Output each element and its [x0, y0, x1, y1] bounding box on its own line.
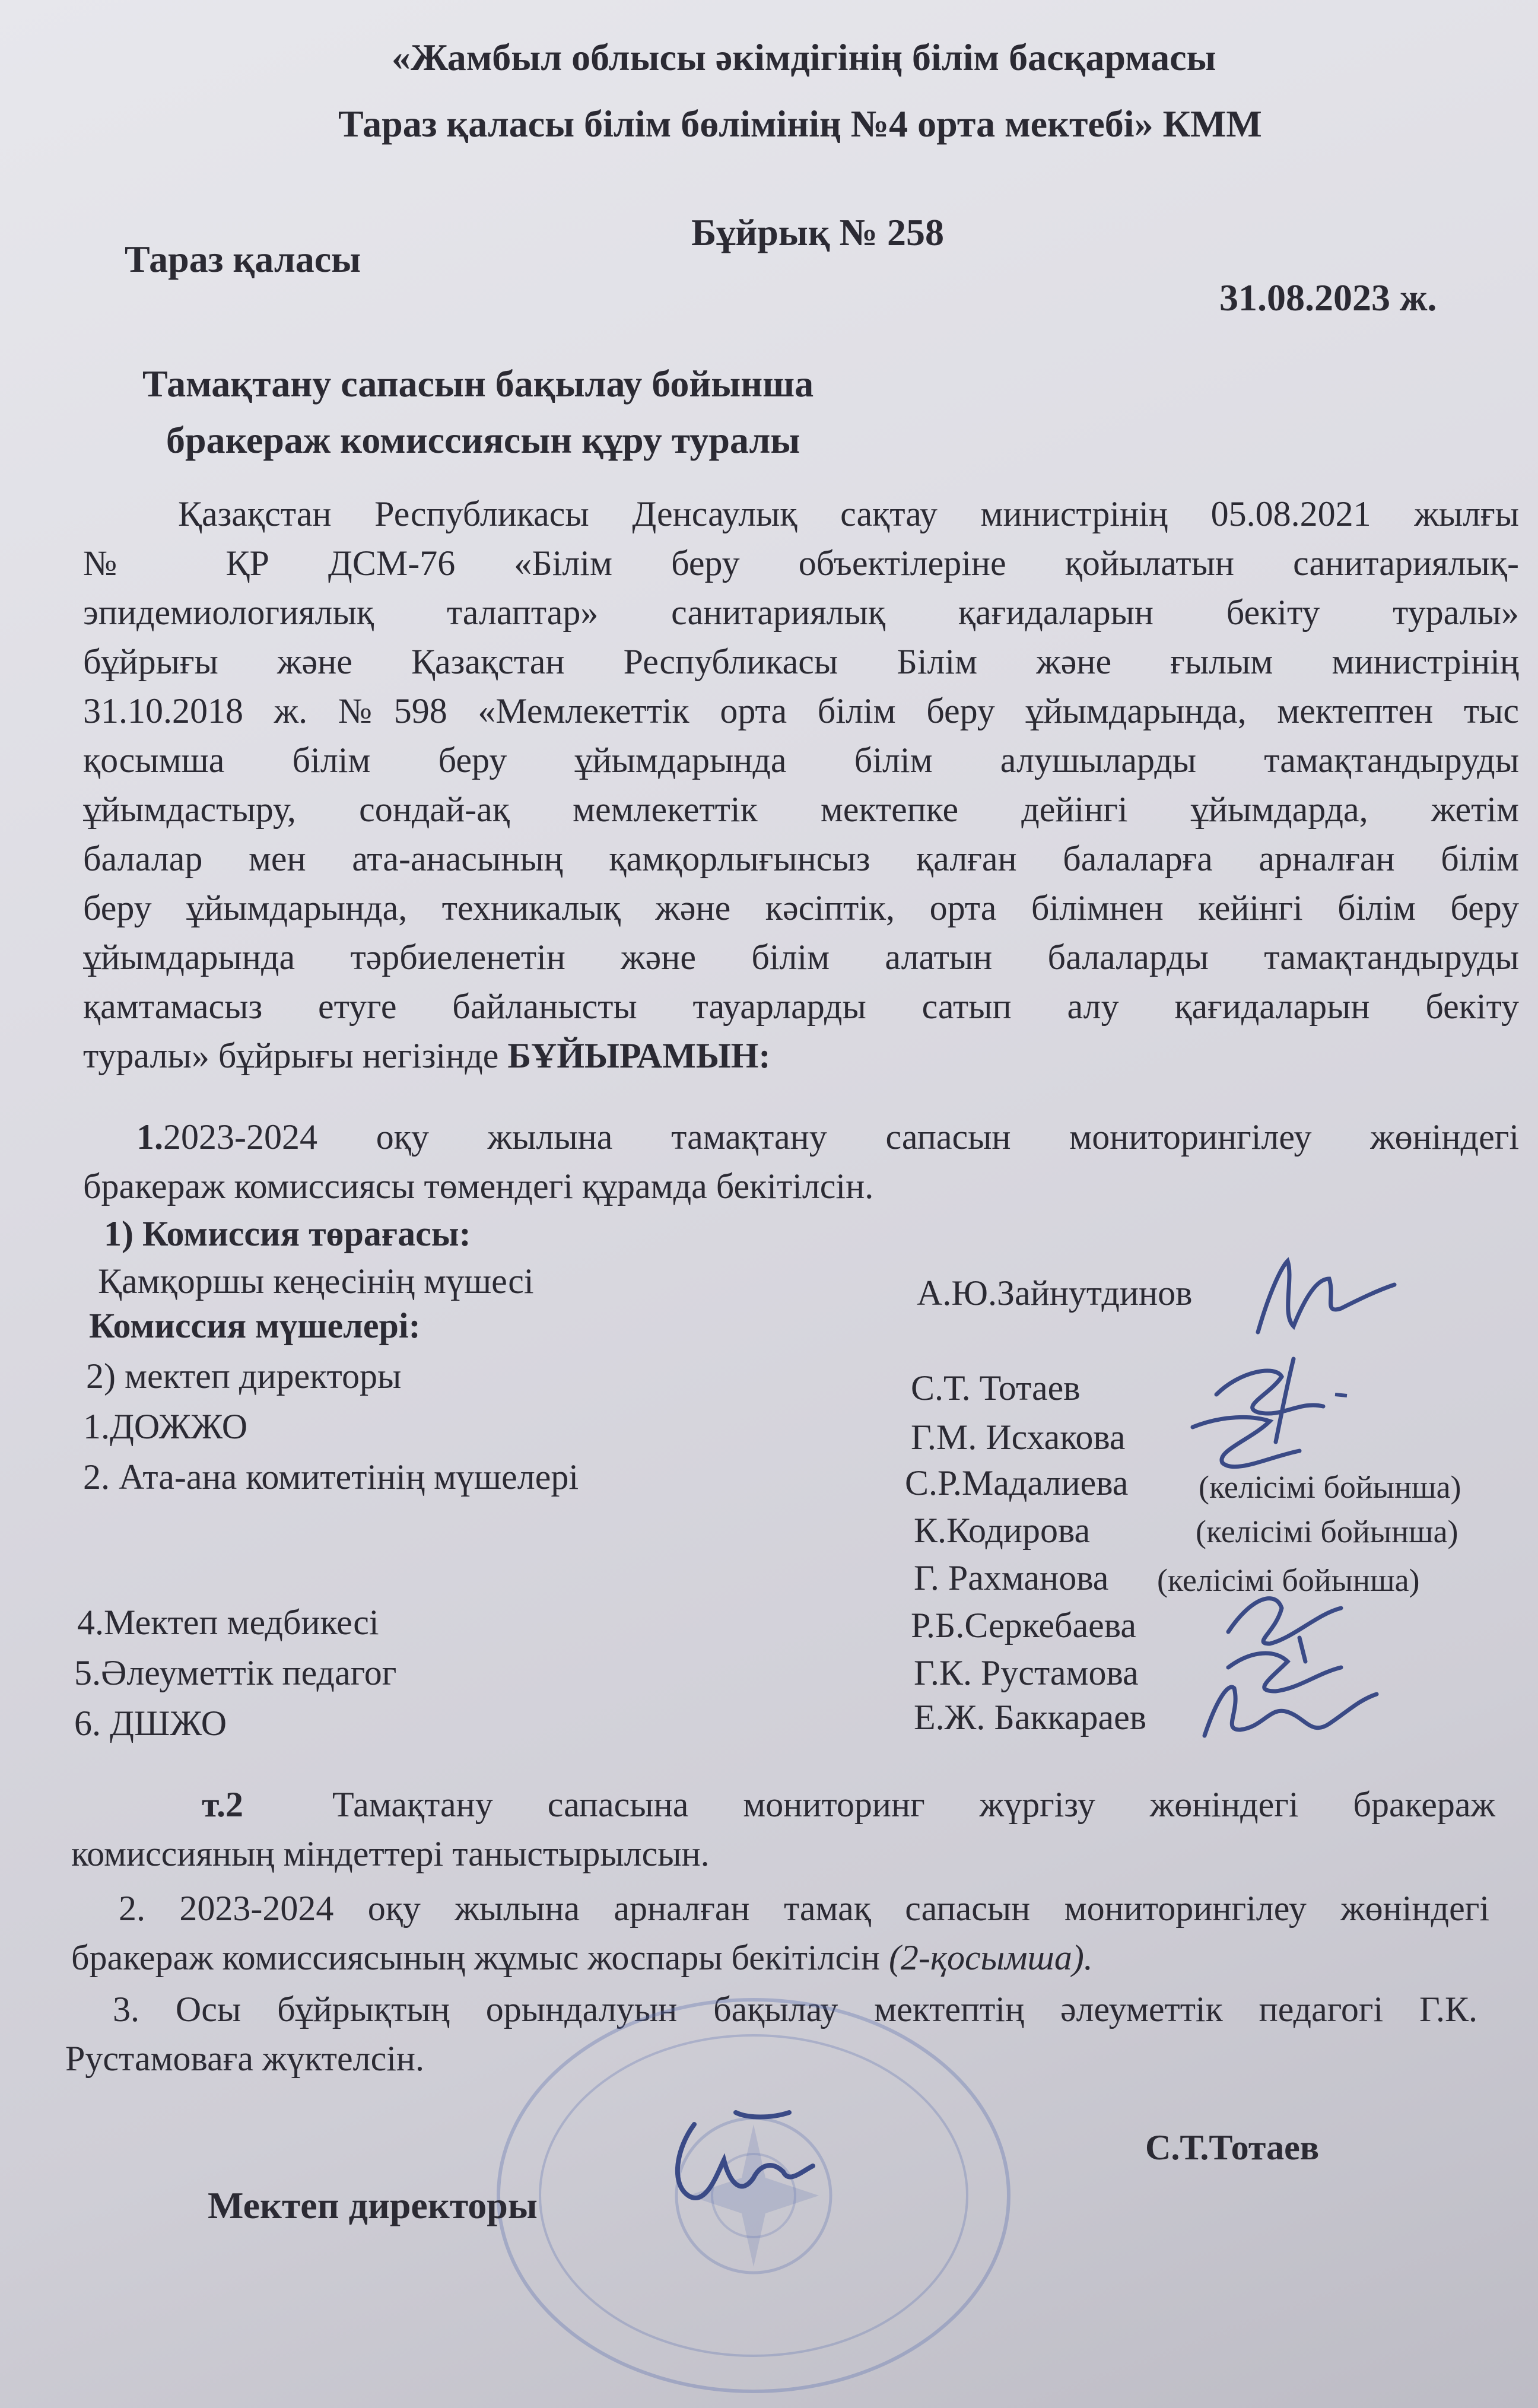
- member-note: (келісімі бойынша): [1199, 1469, 1461, 1505]
- item-3-text: бракераж комиссиясының жұмыс жоспары бекітілсін: [71, 1938, 880, 1977]
- order-date: 31.08.2023 ж.: [1219, 277, 1437, 319]
- org-name-line-1: «Жамбыл облысы әкімдігінің білім басқармасы: [392, 36, 1216, 78]
- member-name: С.Р.Мадалиева: [905, 1463, 1129, 1502]
- item-4-line-2: Рустамоваға жүктелсін.: [65, 2039, 424, 2078]
- item-1-text: 2023-2024 оқу жылына тамақтану сапасын мониторингілеу жөніндегі: [163, 1117, 1519, 1157]
- org-name-line-2: Тараз қаласы білім бөлімінің №4 орта мектебі» КММ: [338, 103, 1262, 145]
- member-note: (келісімі бойынша): [1157, 1562, 1420, 1598]
- preamble-line: қосымша білім беру ұйымдарында білім алушыларды тамақтандыруды: [83, 741, 1519, 780]
- member-name: Е.Ж. Баккараев: [914, 1698, 1147, 1737]
- preamble-line: ұйымдастыру, сондай-ақ мемлекеттік мектепке дейінгі ұйымдарда, жетім: [83, 790, 1519, 829]
- preamble-line: 31.10.2018 ж. №598 «Мемлекеттік орта білім беру ұйымдарында, мектептен тыс: [83, 691, 1519, 730]
- chair-heading: 1) Комиссия төрағасы:: [104, 1214, 471, 1253]
- footer-position: Мектеп директоры: [208, 2184, 538, 2226]
- member-role: 1.ДОЖЖО: [83, 1407, 248, 1446]
- signature-director: [653, 2101, 849, 2231]
- preamble-line: эпидемиологиялық талаптар» санитариялық қағидаларын бекіту туралы»: [83, 593, 1519, 632]
- chair-role: Қамқоршы кеңесінің мүшесі: [98, 1262, 534, 1301]
- signature-member-2: [1181, 1403, 1323, 1481]
- member-name: Г.М. Исхакова: [911, 1418, 1126, 1457]
- preamble-line: ұйымдарында тәрбиеленетін және білім алатын балаларды тамақтандыруды: [83, 938, 1519, 977]
- member-role: 2. Ата-ана комитетінің мүшелері: [83, 1457, 579, 1497]
- preamble-line: туралы» бұйрығы негізінде: [83, 1036, 499, 1075]
- member-note: (келісімі бойынша): [1196, 1514, 1458, 1549]
- item-4-line-1: 3. Осы бұйрықтың орындалуын бақылау мектептің әлеуметтік педагогі Г.К.: [113, 1990, 1477, 2029]
- item-1-line-1: [83, 1113, 1519, 1162]
- member-name: Р.Б.Серкебаева: [911, 1606, 1136, 1645]
- members-heading: Комиссия мүшелері:: [89, 1306, 421, 1345]
- preamble-line: бұйрығы және Қазақстан Республикасы Білім және ғылым министрінің: [83, 642, 1519, 681]
- member-name: Г. Рахманова: [914, 1558, 1109, 1597]
- order-number: Бұйрық № 258: [691, 211, 944, 253]
- item-1-line-2: бракераж комиссиясы төмендегі құрамда бекітілсін.: [83, 1167, 874, 1206]
- item-3-line-1: 2. 2023-2024 оқу жылына арналған тамақ сапасын мониторингілеу жөніндегі: [119, 1889, 1489, 1928]
- item-3: [71, 1884, 1489, 1983]
- signature-chair: [1246, 1243, 1400, 1344]
- item-2-line-1: [71, 1780, 1495, 1829]
- item-2-line-2: комиссияның міндеттері таныстырылсын.: [71, 1834, 710, 1873]
- preamble-line: қамтамасыз етуге байланысты тауарларды сатып алу қағидаларын бекіту: [83, 987, 1519, 1026]
- item-2: [71, 1780, 1495, 1879]
- order-city: Тараз қаласы: [125, 238, 361, 280]
- preamble: [83, 490, 1519, 1081]
- item-1-number: 1.: [136, 1117, 163, 1157]
- preamble-line-final: [83, 1031, 1519, 1081]
- member-role: 6. ДШЖО: [74, 1704, 227, 1743]
- footer-name: С.Т.Тотаев: [1145, 2128, 1320, 2167]
- order-subject-line-2: бракераж комиссиясын құру туралы: [166, 419, 800, 461]
- member-role: 2) мектеп директоры: [86, 1357, 402, 1396]
- preamble-line: Қазақстан Республикасы Денсаулық сақтау министрінің 05.08.2021 жылғы: [178, 494, 1519, 533]
- item-3-appendix: (2-қосымша).: [888, 1938, 1093, 1977]
- chair-name: А.Ю.Зайнутдинов: [917, 1273, 1193, 1313]
- item-1: [83, 1113, 1519, 1211]
- preamble-line: беру ұйымдарында, техникалық және кәсіптік, орта білімнен кейінгі білім беру: [83, 888, 1519, 927]
- item-3-line-2: [71, 1933, 1489, 1983]
- order-subject-line-1: Тамақтану сапасын бақылау бойынша: [142, 363, 814, 405]
- member-role: 4.Мектеп медбикесі: [77, 1603, 379, 1642]
- command-word: БҰЙЫРАМЫН:: [507, 1036, 771, 1075]
- item-2-text: Тамақтану сапасына мониторинг жүргізу жөніндегі бракераж: [332, 1785, 1495, 1824]
- member-role: 5.Әлеуметтік педагог: [74, 1653, 397, 1692]
- preamble-line: балалар мен ата-анасының қамқорлығынсыз қалған балаларға арналған білім: [83, 839, 1519, 878]
- member-name: С.Т. Тотаев: [911, 1368, 1081, 1408]
- member-name: Г.К. Рустамова: [914, 1653, 1139, 1692]
- item-2-label: т.2: [202, 1785, 243, 1824]
- preamble-line: № ҚР ДСМ-76 «Білім беру объектілеріне қойылатын санитариялық-: [83, 544, 1519, 583]
- member-name: К.Кодирова: [914, 1511, 1091, 1550]
- signature-member-7: [1193, 1664, 1388, 1753]
